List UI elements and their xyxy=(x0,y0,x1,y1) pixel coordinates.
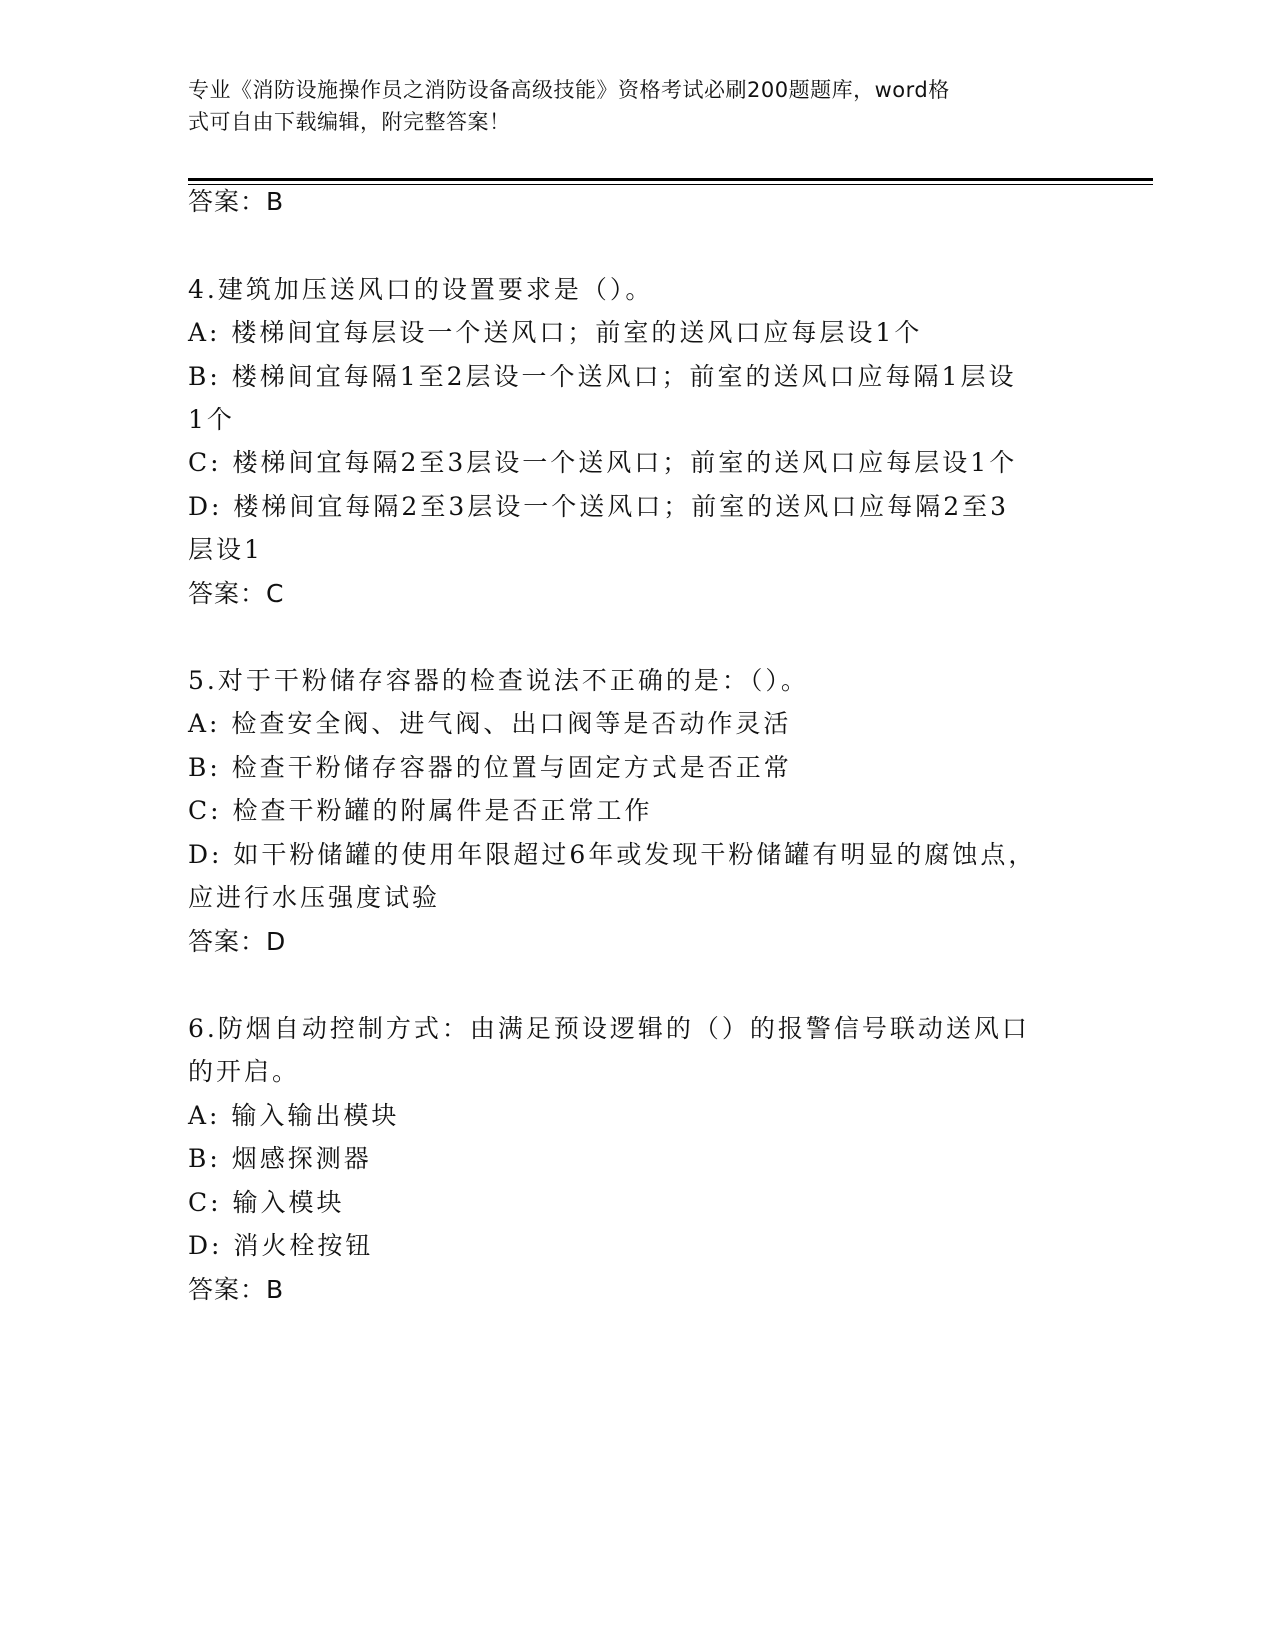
question-6-option-b: B: 烟感探测器 xyxy=(188,1144,372,1173)
question-4-stem: 4.建筑加压送风口的设置要求是（）。 xyxy=(188,275,654,304)
question-6-stem: 6.防烟自动控制方式：由满足预设逻辑的（）的报警信号联动送风口 xyxy=(188,1014,1030,1043)
question-6-option-a: A: 输入输出模块 xyxy=(188,1101,400,1130)
header-line-1: 专业《消防设施操作员之消防设备高级技能》资格考试必刷200题题库，word格 xyxy=(188,78,950,102)
question-5-stem: 5.对于干粉储存容器的检查说法不正确的是：（）。 xyxy=(188,666,809,695)
question-6-stem-cont: 的开启。 xyxy=(188,1057,301,1086)
question-5-option-b: B: 检查干粉储存容器的位置与固定方式是否正常 xyxy=(188,753,792,782)
question-6-option-d: D: 消火栓按钮 xyxy=(188,1231,374,1260)
question-4-option-c: C: 楼梯间宜每隔2至3层设一个送风口；前室的送风口应每层设1个 xyxy=(188,448,1018,477)
question-5-answer: 答案：D xyxy=(188,927,287,956)
question-4-option-d: D: 楼梯间宜每隔2至3层设一个送风口；前室的送风口应每隔2至3 xyxy=(188,492,1010,521)
question-4-answer: 答案：C xyxy=(188,579,285,608)
question-5-option-a: A: 检查安全阀、进气阀、出口阀等是否动作灵活 xyxy=(188,709,792,738)
question-4-option-b: B: 楼梯间宜每隔1至2层设一个送风口；前室的送风口应每隔1层设 xyxy=(188,362,1017,391)
question-5-option-d-cont: 应进行水压强度试验 xyxy=(188,883,441,912)
question-6-answer: 答案：B xyxy=(188,1275,285,1304)
header-line-2: 式可自由下载编辑，附完整答案！ xyxy=(188,110,511,134)
question-4-option-b-cont: 1个 xyxy=(188,405,235,434)
question-5-option-c: C: 检查干粉罐的附属件是否正常工作 xyxy=(188,796,653,825)
question-5-option-d: D: 如干粉储罐的使用年限超过6年或发现干粉储罐有明显的腐蚀点， xyxy=(188,840,1037,869)
answer-previous: 答案：B xyxy=(188,187,285,216)
question-4-option-a: A: 楼梯间宜每层设一个送风口；前室的送风口应每层设1个 xyxy=(188,318,923,347)
header-divider-thick xyxy=(188,178,1153,181)
question-6-option-c: C: 输入模块 xyxy=(188,1188,345,1217)
document-header xyxy=(188,74,1068,138)
question-4-option-d-cont: 层设1 xyxy=(188,535,263,564)
